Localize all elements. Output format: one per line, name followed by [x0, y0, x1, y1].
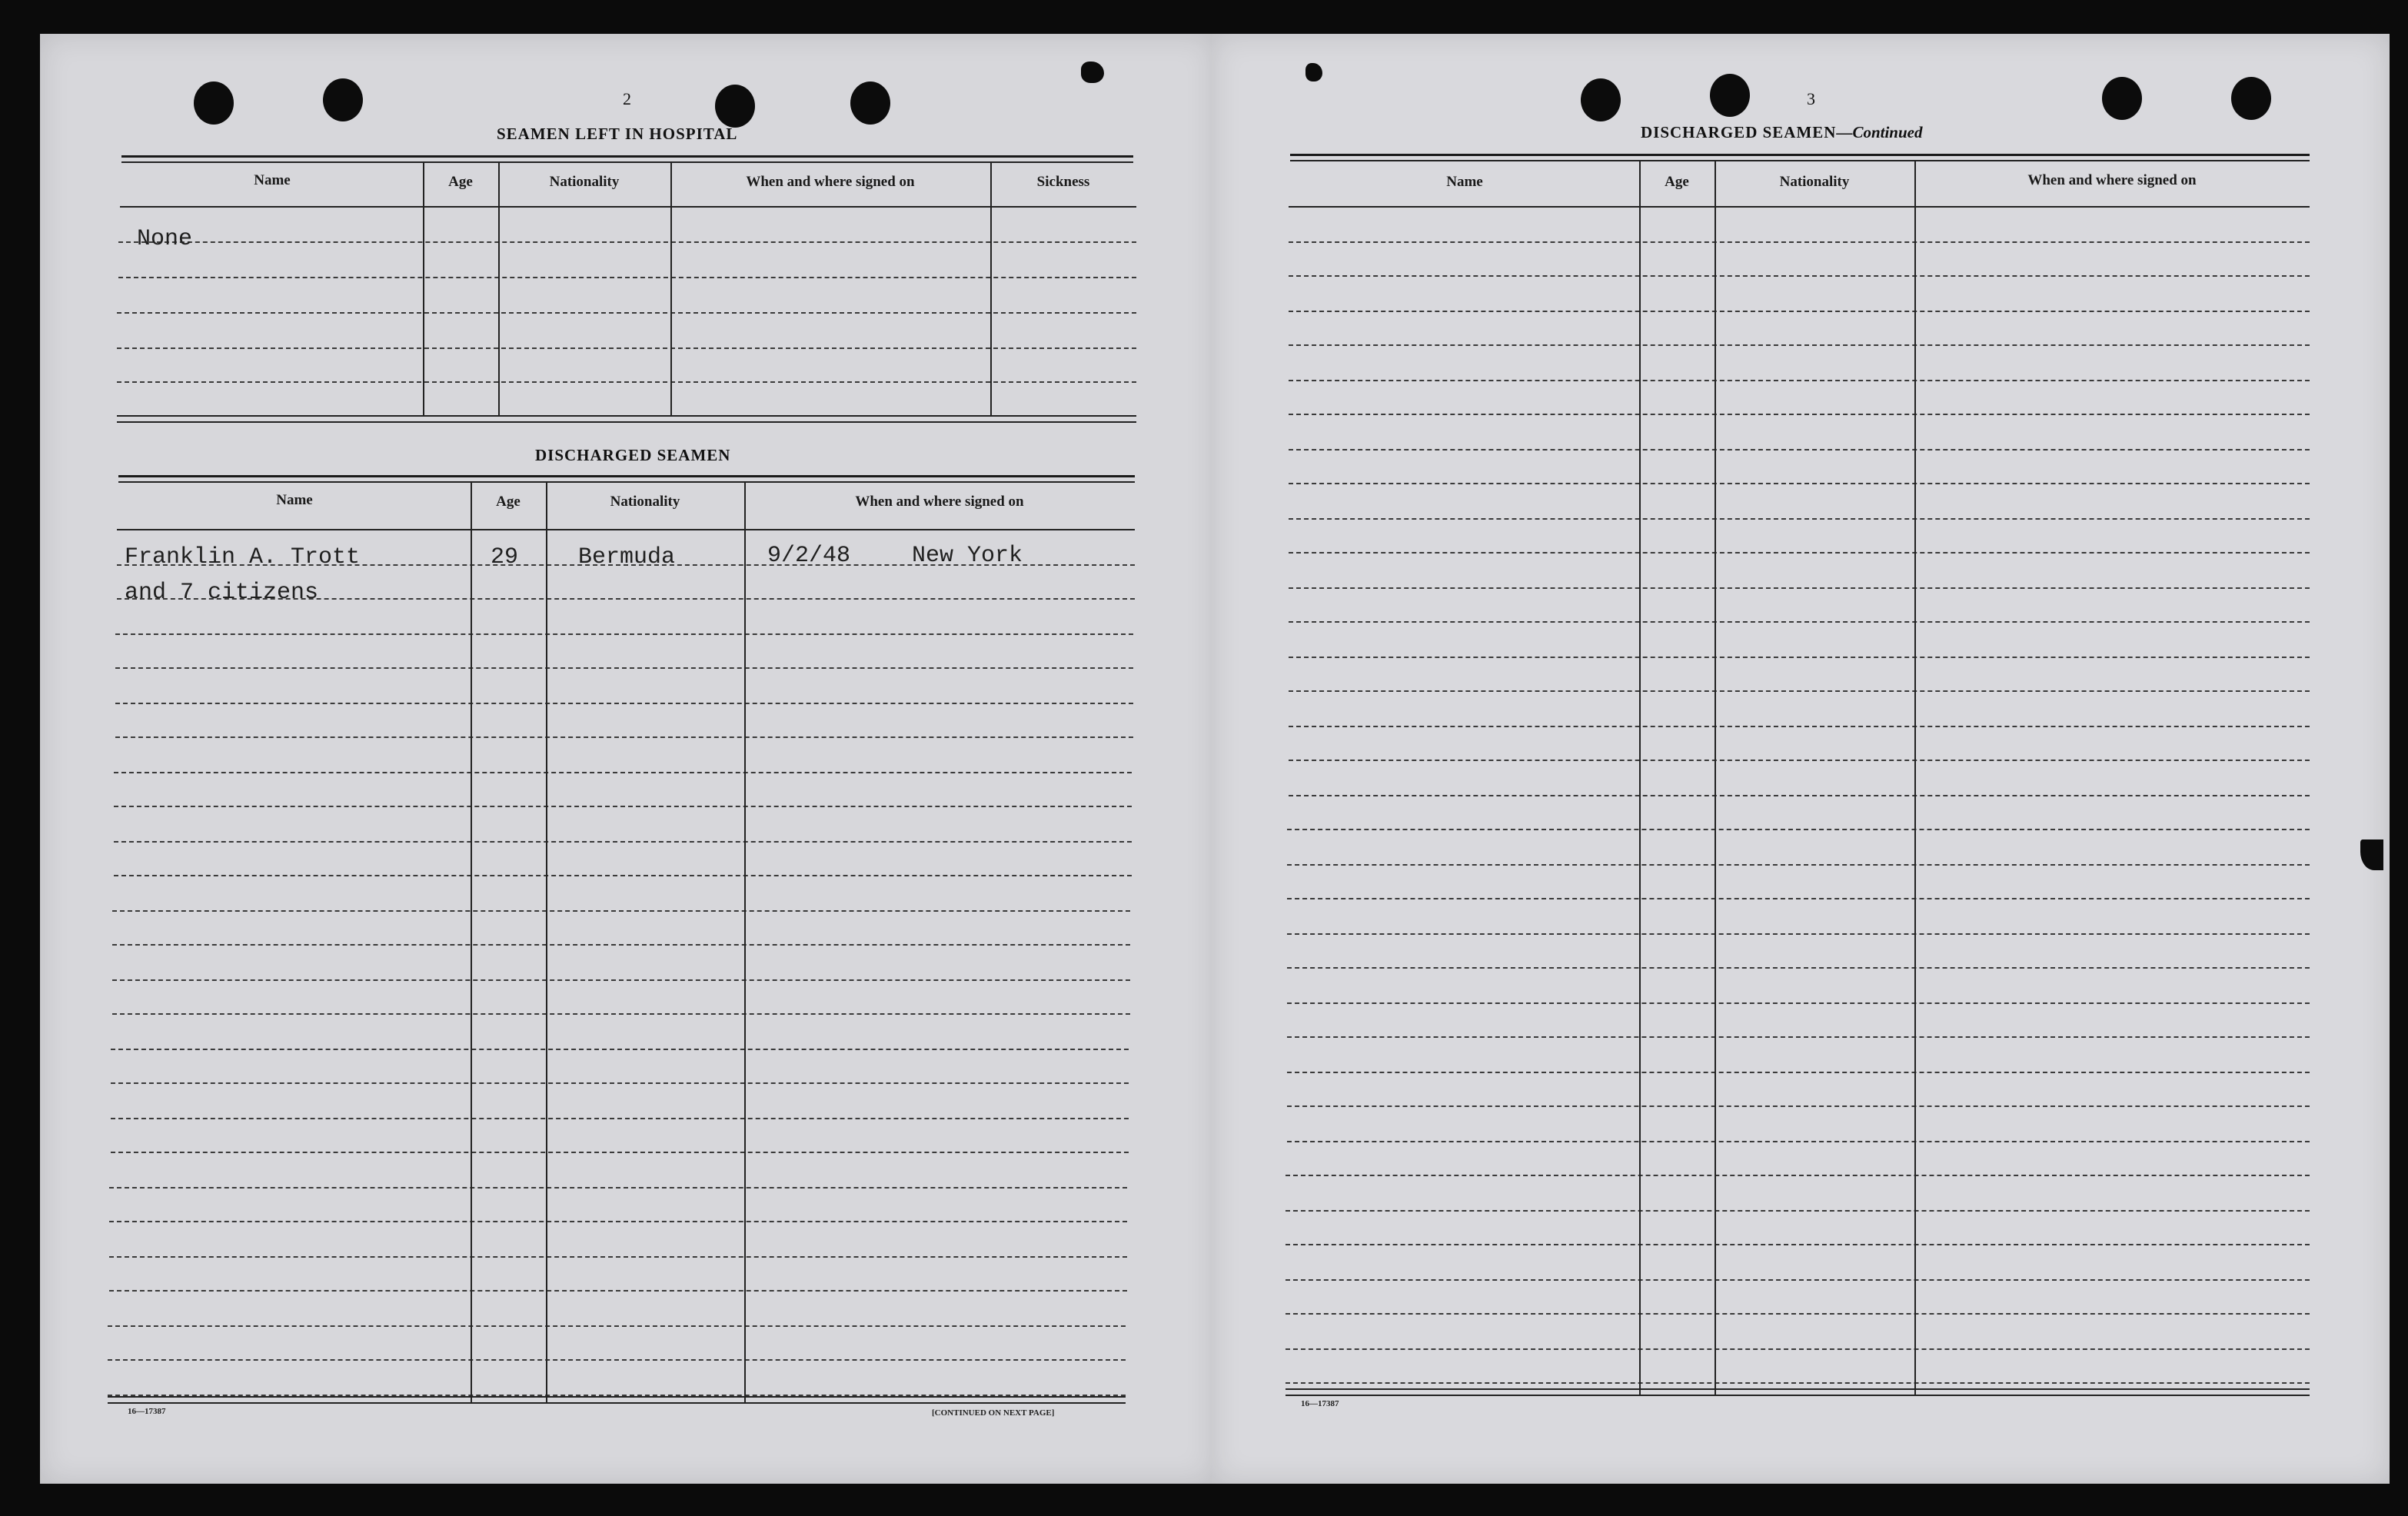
rule: [109, 1187, 1127, 1189]
page-tear: [2360, 839, 2383, 870]
rule: [111, 1118, 1129, 1119]
title-suffix: —Continued: [1836, 123, 1923, 141]
right-page: [1212, 34, 2390, 1484]
rule: [115, 667, 1133, 669]
rule: [112, 910, 1130, 912]
discharged-continued-title: [1641, 123, 1923, 142]
column-header-signed-on: When and where signed on: [2027, 172, 2197, 188]
column-divider: [423, 161, 424, 417]
ink-smudge: [1305, 63, 1322, 81]
rule: [118, 475, 1135, 477]
rule: [1289, 795, 2310, 796]
rule: [1290, 160, 2310, 161]
rule: [111, 1152, 1129, 1153]
rule: [112, 979, 1130, 981]
rule: [1289, 552, 2310, 554]
column-header-sickness: Sickness: [1036, 174, 1090, 190]
rule: [1289, 587, 2310, 589]
punch-hole: [850, 81, 890, 125]
rule: [1289, 344, 2310, 346]
column-header-age: Age: [448, 174, 473, 190]
seaman-name-continued: and 7 citizens: [125, 580, 319, 606]
rule: [1289, 621, 2310, 623]
rule: [111, 1049, 1129, 1050]
rule: [121, 155, 1133, 158]
rule: [1285, 1348, 2310, 1350]
rule: [1289, 311, 2310, 312]
discharged-section-title: DISCHARGED SEAMEN: [535, 446, 731, 464]
column-divider: [1639, 160, 1641, 1395]
rule: [1289, 449, 2310, 450]
rule: [117, 381, 1136, 383]
column-divider: [744, 481, 746, 1402]
rule: [117, 529, 1135, 530]
rule: [1289, 414, 2310, 415]
rule: [108, 1402, 1126, 1404]
rule: [108, 1359, 1126, 1361]
rule: [109, 1221, 1127, 1222]
punch-hole: [715, 85, 755, 128]
punch-hole: [323, 78, 363, 121]
rule: [115, 736, 1133, 738]
rule: [118, 481, 1135, 483]
column-header-name: Name: [276, 492, 313, 508]
rule: [1285, 1210, 2310, 1212]
rule: [1287, 1036, 2310, 1038]
punch-hole: [2102, 77, 2142, 120]
rule: [1289, 380, 2310, 381]
rule: [109, 1256, 1127, 1258]
ink-smudge: [1081, 62, 1104, 83]
rule: [109, 1290, 1127, 1292]
rule: [112, 1013, 1130, 1015]
rule: [114, 841, 1132, 843]
form-number: 16—17387: [128, 1407, 166, 1416]
rule: [114, 875, 1132, 876]
rule: [1285, 1279, 2310, 1281]
rule: [118, 277, 1136, 278]
rule: [1287, 1002, 2310, 1004]
hospital-section-title: SEAMEN LEFT IN HOSPITAL: [497, 125, 738, 143]
rule: [1287, 898, 2310, 899]
rule: [1289, 690, 2310, 692]
punch-hole: [1581, 78, 1621, 121]
rule: [1287, 1072, 2310, 1073]
page-number: 2: [623, 89, 631, 108]
rule: [1287, 864, 2310, 866]
rule: [1285, 1395, 2310, 1396]
page-number: 3: [1807, 89, 1815, 108]
rule: [117, 415, 1136, 417]
column-divider: [1914, 160, 1916, 1395]
column-header-signed-on: When and where signed on: [746, 174, 915, 190]
rule: [118, 241, 1136, 243]
rule: [117, 312, 1136, 314]
rule: [117, 421, 1136, 423]
rule: [1285, 1175, 2310, 1176]
rule: [1285, 1382, 2310, 1384]
left-page: [40, 34, 1215, 1484]
rule: [1289, 275, 2310, 277]
seaman-name: Franklin A. Trott: [125, 544, 361, 570]
column-divider: [546, 481, 547, 1402]
rule: [1287, 967, 2310, 969]
rule: [115, 703, 1133, 704]
column-header-nationality: Nationality: [610, 494, 680, 510]
signed-on-date: 9/2/48: [767, 543, 851, 569]
rule: [1290, 154, 2310, 156]
rule: [1287, 1105, 2310, 1107]
rule: [114, 772, 1132, 773]
title-main: DISCHARGED SEAMEN: [1641, 123, 1837, 141]
punch-hole: [2231, 77, 2271, 120]
rule: [1289, 726, 2310, 727]
rule: [1287, 829, 2310, 830]
seaman-nationality: Bermuda: [578, 544, 676, 570]
column-header-nationality: Nationality: [549, 174, 620, 190]
seaman-age: 29: [491, 544, 519, 570]
rule: [111, 1082, 1129, 1084]
column-divider: [670, 161, 672, 417]
punch-hole: [194, 81, 234, 125]
rule: [1287, 933, 2310, 935]
rule: [1289, 518, 2310, 520]
column-header-nationality: Nationality: [1779, 174, 1850, 190]
rule: [1289, 760, 2310, 761]
column-divider: [1715, 160, 1716, 1395]
column-header-signed-on: When and where signed on: [855, 494, 1024, 510]
column-header-age: Age: [496, 494, 521, 510]
hospital-entry: None: [137, 226, 193, 252]
rule: [1285, 1388, 2310, 1390]
column-header-name: Name: [254, 172, 291, 188]
column-divider: [471, 481, 472, 1402]
rule: [108, 1325, 1126, 1327]
rule: [1289, 483, 2310, 484]
continued-note: [CONTINUED ON NEXT PAGE]: [932, 1408, 1055, 1418]
rule: [1289, 241, 2310, 243]
column-divider: [990, 161, 992, 417]
rule: [1289, 206, 2310, 208]
column-divider: [498, 161, 500, 417]
rule: [115, 633, 1133, 635]
rule: [108, 1396, 1126, 1398]
column-header-age: Age: [1665, 174, 1689, 190]
rule: [114, 806, 1132, 807]
rule: [112, 944, 1130, 946]
rule: [1287, 1141, 2310, 1142]
punch-hole: [1710, 74, 1750, 117]
rule: [1289, 657, 2310, 658]
rule: [1285, 1244, 2310, 1245]
rule: [1285, 1313, 2310, 1315]
form-number: 16—17387: [1301, 1399, 1339, 1408]
rule: [121, 161, 1133, 163]
rule: [117, 347, 1136, 349]
column-header-name: Name: [1446, 174, 1483, 190]
rule: [120, 206, 1136, 208]
signed-on-place: New York: [912, 543, 1023, 569]
